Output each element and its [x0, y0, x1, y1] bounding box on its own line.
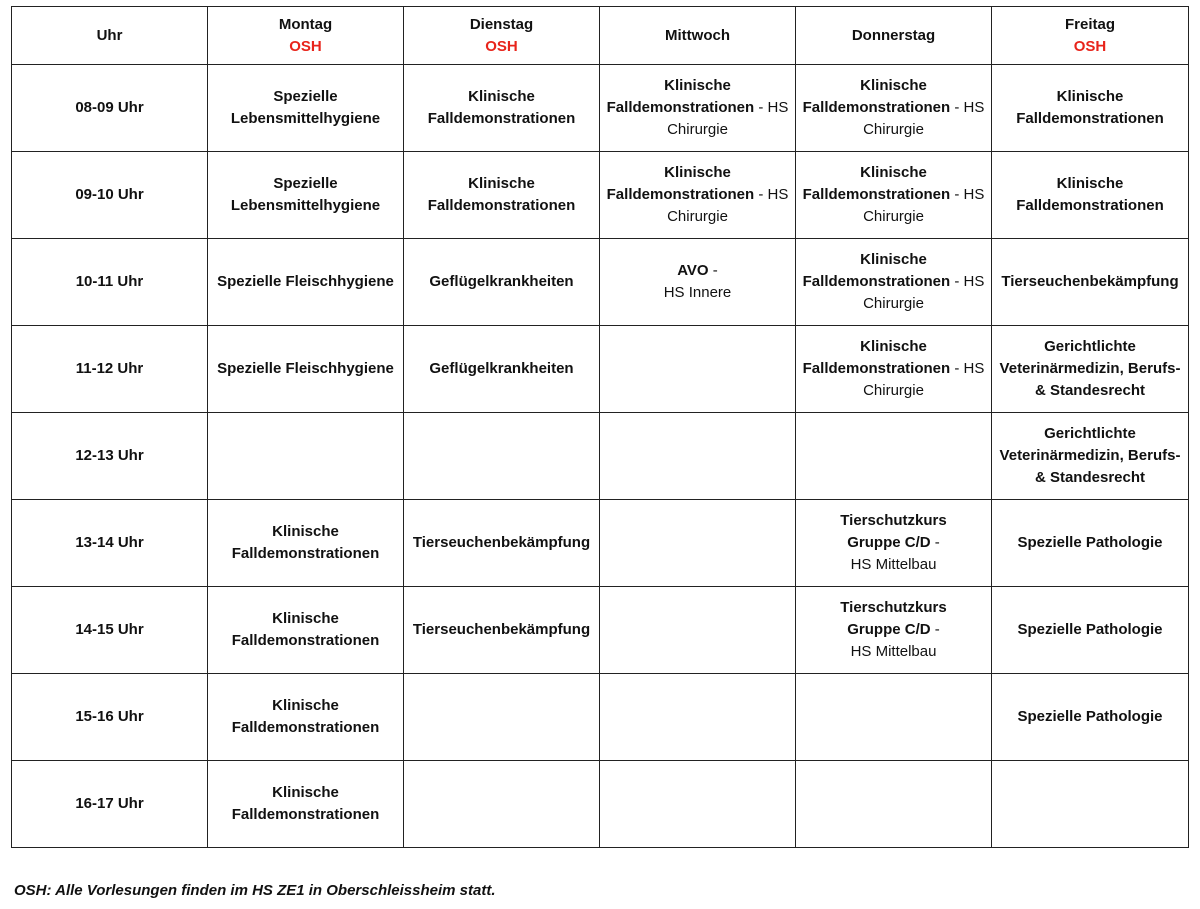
cell-line	[211, 543, 400, 565]
time-slot: 14-15 Uhr	[12, 587, 208, 674]
table-row	[12, 413, 1189, 500]
cell-line	[407, 358, 596, 380]
cell-line	[799, 510, 988, 532]
schedule-cell	[992, 413, 1189, 500]
cell-line	[995, 358, 1185, 380]
room-text: -	[930, 621, 940, 638]
room-text: - HS	[950, 360, 985, 377]
course-name: Falldemonstrationen	[231, 545, 380, 562]
time-slot: 15-16 Uhr	[12, 674, 208, 761]
course-name: Falldemonstrationen	[1016, 197, 1164, 214]
schedule-cell	[600, 413, 796, 500]
schedule-cell	[404, 326, 600, 413]
course-name: Klinische	[664, 164, 731, 181]
schedule-cell	[992, 761, 1189, 848]
course-name: Klinische	[468, 88, 535, 105]
schedule-cell	[404, 65, 600, 152]
schedule-cell	[992, 65, 1189, 152]
schedule-cell	[992, 152, 1189, 239]
schedule-body	[12, 65, 1189, 848]
header-day	[600, 7, 796, 65]
cell-line	[995, 173, 1185, 195]
day-name: Dienstag	[469, 15, 534, 33]
schedule-cell	[992, 587, 1189, 674]
schedule-cell	[796, 500, 992, 587]
cell-line	[799, 597, 988, 619]
course-name: Spezielle Pathologie	[1017, 534, 1163, 551]
schedule-cell	[600, 326, 796, 413]
cell-line	[407, 619, 596, 641]
table-row	[12, 674, 1189, 761]
schedule-cell	[208, 326, 404, 413]
schedule-cell	[796, 239, 992, 326]
schedule-cell	[208, 587, 404, 674]
cell-line	[211, 195, 400, 217]
time-slot: 10-11 Uhr	[12, 239, 208, 326]
cell-line	[799, 336, 988, 358]
cell-line	[799, 619, 988, 641]
cell-line	[603, 206, 792, 228]
course-name: Spezielle	[273, 88, 338, 105]
schedule-cell	[404, 587, 600, 674]
cell-line	[407, 195, 596, 217]
cell-line	[211, 86, 400, 108]
schedule-cell	[208, 65, 404, 152]
course-name: Falldemonstrationen	[231, 632, 380, 649]
time-slot: 16-17 Uhr	[12, 761, 208, 848]
room-text: HS Innere	[663, 284, 732, 301]
schedule-table	[11, 6, 1189, 848]
room-text: Chirurgie	[863, 208, 924, 225]
time-slot: 13-14 Uhr	[12, 500, 208, 587]
course-name: Tierschutzkurs	[840, 599, 947, 616]
osh-tag: OSH	[1073, 37, 1107, 55]
course-name: Falldemonstrationen	[802, 99, 951, 116]
cell-line	[799, 641, 988, 663]
schedule-cell	[796, 152, 992, 239]
cell-line	[995, 271, 1185, 293]
course-name: Veterinärmedizin, Berufs-	[999, 360, 1181, 377]
room-text: Chirurgie	[667, 208, 728, 225]
schedule-cell	[208, 500, 404, 587]
cell-line	[211, 804, 400, 826]
schedule-cell	[208, 152, 404, 239]
schedule-cell	[404, 413, 600, 500]
schedule-cell	[404, 761, 600, 848]
header-row	[12, 7, 1189, 65]
course-name: Falldemonstrationen	[606, 186, 755, 203]
time-slot: 09-10 Uhr	[12, 152, 208, 239]
table-row	[12, 65, 1189, 152]
schedule-cell	[796, 413, 992, 500]
room-text: HS Mittelbau	[850, 556, 937, 573]
table-row	[12, 587, 1189, 674]
cell-line	[995, 706, 1185, 728]
course-name: Klinische	[860, 164, 927, 181]
schedule-cell	[600, 239, 796, 326]
course-name: Tierschutzkurs	[840, 512, 947, 529]
cell-line	[799, 380, 988, 402]
room-text: - HS	[754, 99, 789, 116]
header-time: Uhr	[12, 7, 208, 65]
course-name: Klinische	[272, 523, 339, 540]
cell-line	[407, 173, 596, 195]
cell-line	[995, 108, 1185, 130]
header-day	[208, 7, 404, 65]
room-text: Chirurgie	[863, 121, 924, 138]
schedule-cell	[992, 326, 1189, 413]
course-name: Spezielle Pathologie	[1017, 621, 1163, 638]
cell-line	[407, 271, 596, 293]
osh-tag: OSH	[289, 37, 322, 55]
schedule-cell	[796, 674, 992, 761]
cell-line	[211, 271, 400, 293]
course-name: Gruppe C/D	[847, 534, 931, 551]
cell-line	[211, 358, 400, 380]
cell-line	[799, 293, 988, 315]
room-text: Chirurgie	[863, 295, 924, 312]
course-name: Geflügelkrankheiten	[429, 273, 574, 290]
schedule-cell	[600, 674, 796, 761]
cell-line	[407, 532, 596, 554]
course-name: Falldemonstrationen	[802, 186, 951, 203]
table-row	[12, 761, 1189, 848]
table-row	[12, 152, 1189, 239]
cell-line	[211, 630, 400, 652]
schedule-cell	[600, 65, 796, 152]
table-row	[12, 500, 1189, 587]
course-name: Falldemonstrationen	[606, 99, 755, 116]
cell-line	[603, 75, 792, 97]
schedule-cell	[796, 65, 992, 152]
course-name: Spezielle Pathologie	[1017, 708, 1163, 725]
course-name: Lebensmittelhygiene	[230, 110, 381, 127]
course-name: Gruppe C/D	[847, 621, 931, 638]
course-name: Klinische	[860, 77, 927, 94]
schedule-cell	[796, 761, 992, 848]
course-name: Lebensmittelhygiene	[230, 197, 381, 214]
footnote: OSH: Alle Vorlesungen finden im HS ZE1 in Oberschleissheim statt.	[14, 882, 496, 899]
schedule-cell	[208, 239, 404, 326]
schedule-cell	[600, 500, 796, 587]
course-name: AVO	[677, 262, 709, 279]
room-text: -	[930, 534, 940, 551]
cell-line	[211, 717, 400, 739]
cell-line	[211, 521, 400, 543]
day-name: Donnerstag	[851, 26, 936, 44]
room-text: - HS	[950, 186, 985, 203]
course-name: Falldemonstrationen	[802, 273, 951, 290]
course-name: Falldemonstrationen	[802, 360, 951, 377]
cell-line	[995, 86, 1185, 108]
cell-line	[995, 532, 1185, 554]
course-name: Klinische	[272, 610, 339, 627]
cell-line	[995, 423, 1185, 445]
time-slot: 08-09 Uhr	[12, 65, 208, 152]
course-name: Geflügelkrankheiten	[429, 360, 574, 377]
course-name: & Standesrecht	[1034, 469, 1146, 486]
schedule-cell	[600, 152, 796, 239]
course-name: Gerichtlichte	[1044, 425, 1136, 442]
day-name: Mittwoch	[665, 26, 730, 44]
cell-line	[211, 608, 400, 630]
schedule-cell	[404, 674, 600, 761]
cell-line	[995, 619, 1185, 641]
cell-line	[799, 532, 988, 554]
cell-line	[211, 695, 400, 717]
course-name: Spezielle Fleischhygiene	[217, 273, 394, 290]
course-name: Tierseuchenbekämpfung	[412, 534, 591, 551]
time-slot: 11-12 Uhr	[12, 326, 208, 413]
cell-line	[603, 119, 792, 141]
course-name: Klinische	[860, 251, 927, 268]
day-name: Montag	[278, 15, 333, 33]
schedule-cell	[208, 674, 404, 761]
cell-line	[995, 445, 1185, 467]
header-day	[992, 7, 1189, 65]
room-text: - HS	[754, 186, 789, 203]
course-name: Falldemonstrationen	[1016, 110, 1164, 127]
cell-line	[799, 184, 988, 206]
cell-line	[603, 260, 792, 282]
cell-line	[211, 173, 400, 195]
cell-line	[407, 86, 596, 108]
schedule-cell	[600, 761, 796, 848]
schedule-cell	[208, 413, 404, 500]
course-name: Falldemonstrationen	[231, 806, 380, 823]
cell-line	[995, 467, 1185, 489]
cell-line	[799, 554, 988, 576]
cell-line	[799, 119, 988, 141]
room-text: -	[708, 262, 718, 279]
course-name: Klinische	[272, 784, 339, 801]
course-name: Tierseuchenbekämpfung	[412, 621, 591, 638]
header-day	[796, 7, 992, 65]
cell-line	[603, 282, 792, 304]
cell-line	[603, 184, 792, 206]
cell-line	[995, 195, 1185, 217]
cell-line	[799, 249, 988, 271]
cell-line	[799, 358, 988, 380]
course-name: Spezielle Fleischhygiene	[217, 360, 394, 377]
course-name: Klinische	[664, 77, 731, 94]
schedule-cell	[208, 761, 404, 848]
course-name: Klinische	[272, 697, 339, 714]
room-text: Chirurgie	[863, 382, 924, 399]
course-name: Tierseuchenbekämpfung	[1001, 273, 1179, 290]
schedule-cell	[404, 500, 600, 587]
osh-tag: OSH	[485, 37, 518, 55]
schedule-cell	[796, 326, 992, 413]
cell-line	[995, 336, 1185, 358]
cell-line	[603, 162, 792, 184]
course-name: Falldemonstrationen	[427, 110, 576, 127]
schedule-cell	[404, 152, 600, 239]
cell-line	[799, 206, 988, 228]
cell-line	[799, 162, 988, 184]
cell-line	[603, 97, 792, 119]
cell-line	[799, 75, 988, 97]
course-name: Spezielle	[273, 175, 338, 192]
time-slot: 12-13 Uhr	[12, 413, 208, 500]
room-text: Chirurgie	[667, 121, 728, 138]
cell-line	[799, 97, 988, 119]
table-row	[12, 326, 1189, 413]
course-name: Klinische	[860, 338, 927, 355]
course-name: Klinische	[1056, 175, 1124, 192]
schedule-cell	[796, 587, 992, 674]
table-row	[12, 239, 1189, 326]
cell-line	[211, 782, 400, 804]
course-name: Veterinärmedizin, Berufs-	[999, 447, 1181, 464]
schedule-cell	[404, 239, 600, 326]
room-text: - HS	[950, 99, 985, 116]
cell-line	[799, 271, 988, 293]
cell-line	[995, 380, 1185, 402]
schedule-cell	[992, 500, 1189, 587]
cell-line	[211, 108, 400, 130]
schedule-cell	[992, 674, 1189, 761]
course-name: Gerichtlichte	[1044, 338, 1136, 355]
cell-line	[407, 108, 596, 130]
room-text: HS Mittelbau	[850, 643, 937, 660]
day-name: Freitag	[1064, 15, 1115, 33]
course-name: Klinische	[1056, 88, 1124, 105]
schedule-cell	[992, 239, 1189, 326]
course-name: Falldemonstrationen	[231, 719, 380, 736]
room-text: - HS	[950, 273, 985, 290]
schedule-cell	[600, 587, 796, 674]
course-name: Falldemonstrationen	[427, 197, 576, 214]
course-name: Klinische	[468, 175, 535, 192]
header-day	[404, 7, 600, 65]
course-name: & Standesrecht	[1034, 382, 1146, 399]
